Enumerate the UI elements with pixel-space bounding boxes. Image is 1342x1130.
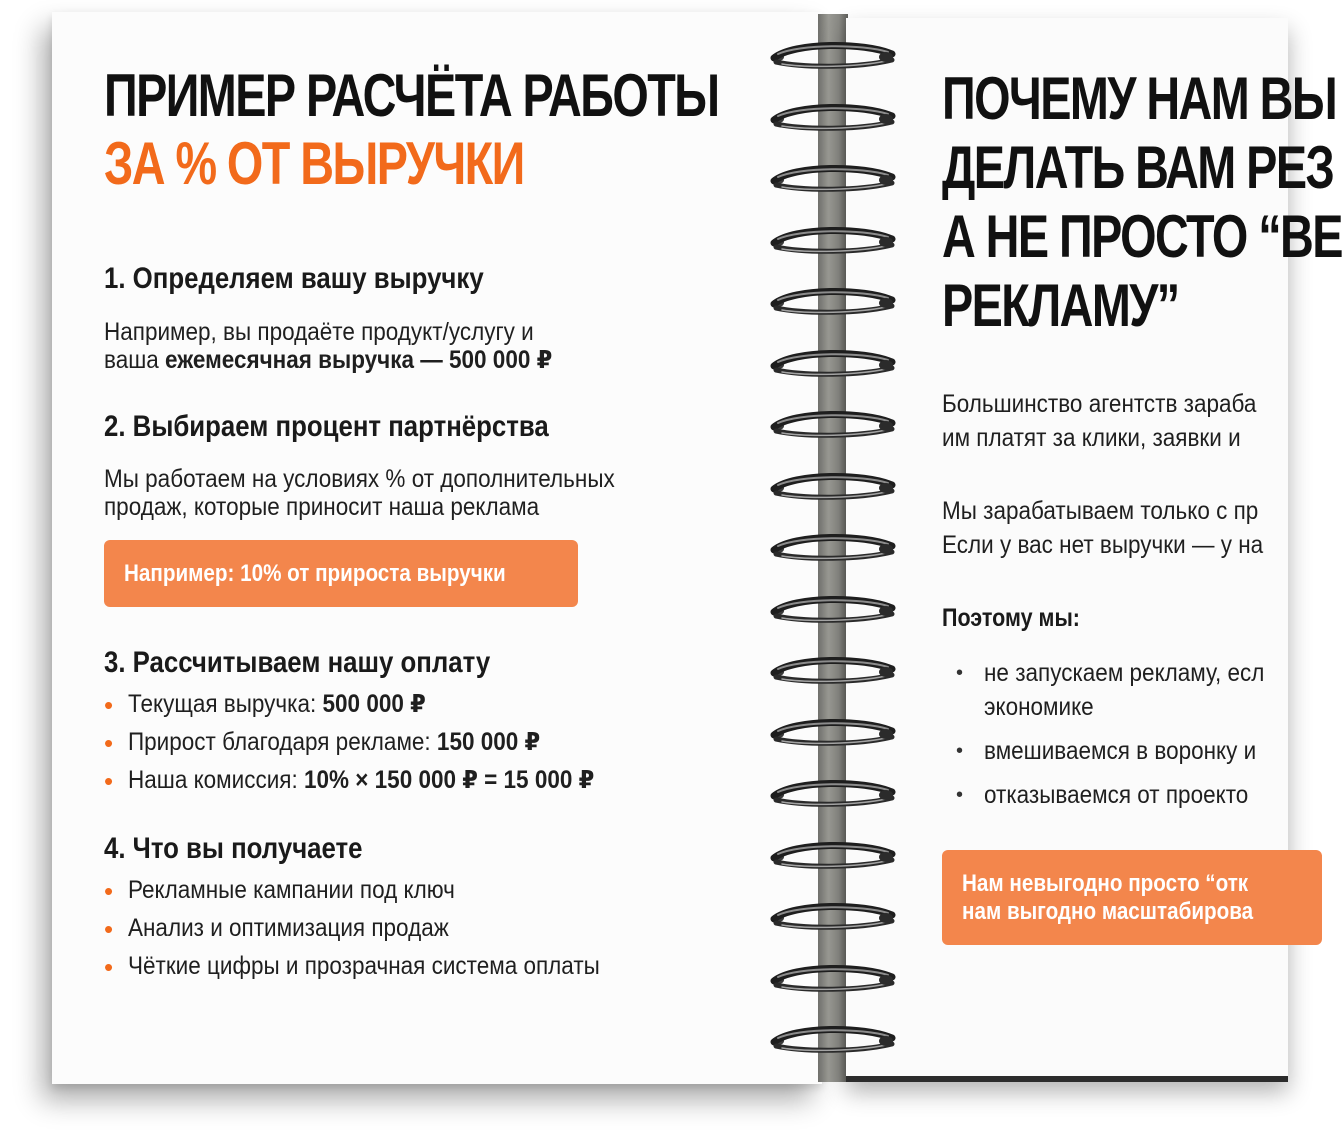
- list-item: [104, 690, 646, 728]
- step4-list: [104, 876, 652, 990]
- item-value: 150 000 ₽: [436, 728, 541, 756]
- right-para1: [942, 387, 1256, 455]
- step2-callout: [104, 540, 578, 607]
- step1-text-line2-bold: ежемесячная выручка — 500 000 ₽: [165, 346, 553, 374]
- right-para2-line1: Мы зарабатываем только с пр: [942, 497, 1259, 525]
- step1-heading: 1. Определяем вашу выручку: [104, 262, 484, 295]
- spiral-ring-icon: [764, 471, 900, 501]
- step4-heading: 4. Что вы получаете: [104, 832, 363, 865]
- step3-heading: 3. Рассчитываем нашу оплату: [104, 646, 491, 679]
- right-para1-line2: им платят за клики, заявки и: [942, 424, 1241, 452]
- bullet-icon: •: [104, 766, 114, 796]
- right-page-content: [846, 18, 1342, 1080]
- spiral-ring-icon: [764, 963, 900, 993]
- bullet-icon: •: [956, 784, 964, 806]
- list-item: [104, 914, 652, 952]
- spiral-ring-icon: [764, 40, 900, 70]
- spiral-ring-icon: [764, 532, 900, 562]
- item-value: 10% × 150 000 ₽ = 15 000 ₽: [303, 766, 595, 794]
- item-value: 500 000 ₽: [322, 690, 426, 718]
- item-label: Прирост благодаря рекламе:: [128, 728, 437, 756]
- bullet-icon: •: [956, 662, 964, 684]
- spiral-ring-icon: [764, 594, 900, 624]
- bullet-icon: •: [956, 740, 964, 762]
- item-text: не запускаем рекламу, есл: [984, 659, 1265, 687]
- bullet-icon: •: [104, 914, 114, 944]
- bullet-icon: •: [104, 952, 114, 982]
- left-title-line1: ПРИМЕР РАСЧЁТА РАБОТЫ: [104, 62, 719, 129]
- spiral-ring-icon: [764, 1024, 900, 1054]
- step2-text-line2: продаж, которые приносит наша реклама: [104, 493, 540, 521]
- step1-text-line2-prefix: ваша: [104, 346, 166, 374]
- spiral-ring-icon: [764, 409, 900, 439]
- step2-text: [104, 465, 615, 521]
- spiral-ring-icon: [764, 286, 900, 316]
- spiral-ring-icon: [764, 225, 900, 255]
- item-label: Текущая выручка:: [128, 690, 323, 718]
- step3-list: [104, 690, 646, 804]
- right-list: [942, 656, 1296, 812]
- item-text: отказываемся от проекто: [984, 781, 1249, 809]
- spiral-ring-icon: [764, 840, 900, 870]
- item-label: Наша комиссия:: [128, 766, 304, 794]
- spiral-ring-icon: [764, 778, 900, 808]
- spiral-ring-icon: [764, 901, 900, 931]
- step1-text: [104, 318, 552, 374]
- right-subheading: Поэтому мы:: [942, 604, 1080, 632]
- step1-text-line1: Например, вы продаёте продукт/услугу и: [104, 318, 534, 346]
- right-para1-line1: Большинство агентств зараба: [942, 390, 1257, 418]
- bullet-icon: •: [104, 690, 114, 720]
- spiral-binding: [764, 40, 904, 1050]
- step2-callout-text: Например: 10% от прироста выручки: [124, 560, 506, 587]
- right-title-line2: ДЕЛАТЬ ВАМ РЕЗ: [942, 134, 1334, 201]
- right-callout-line1: Нам невыгодно просто “отк: [962, 870, 1249, 897]
- item-text: вмешиваемся в воронку и: [984, 737, 1257, 765]
- left-title-line2: ЗА % ОТ ВЫРУЧКИ: [104, 130, 524, 197]
- left-title: [104, 62, 718, 198]
- right-title-line3: А НЕ ПРОСТО “ВЕ: [942, 203, 1342, 270]
- spiral-ring-icon: [764, 717, 900, 747]
- spiral-ring-icon: [764, 102, 900, 132]
- list-item: [104, 728, 646, 766]
- step2-text-line1: Мы работаем на условиях % от дополнительных: [104, 465, 615, 493]
- list-item: [942, 778, 1296, 812]
- item-text: экономике: [984, 693, 1094, 721]
- right-para2: [942, 494, 1263, 562]
- list-item: [104, 766, 646, 804]
- spiral-ring-icon: [764, 163, 900, 193]
- list-item: [104, 952, 652, 990]
- item-text: Рекламные кампании под ключ: [128, 876, 455, 904]
- right-callout: [942, 850, 1322, 945]
- right-title-line4: РЕКЛАМУ”: [942, 272, 1179, 339]
- item-text: Чёткие цифры и прозрачная система оплаты: [128, 952, 600, 980]
- right-para2-line2: Если у вас нет выручки — у на: [942, 531, 1264, 559]
- step2-heading: 2. Выбираем процент партнёрства: [104, 410, 549, 443]
- spiral-ring-icon: [764, 655, 900, 685]
- bullet-icon: •: [104, 876, 114, 906]
- bullet-icon: •: [104, 728, 114, 758]
- list-item: [104, 876, 652, 914]
- list-item: [942, 656, 1296, 724]
- right-title: [942, 64, 1342, 340]
- item-text: Анализ и оптимизация продаж: [128, 914, 449, 942]
- list-item: [942, 734, 1296, 768]
- spiral-ring-icon: [764, 348, 900, 378]
- right-callout-line2: нам выгодно масштабирова: [962, 898, 1254, 925]
- right-title-line1: ПОЧЕМУ НАМ ВЫ: [942, 65, 1337, 132]
